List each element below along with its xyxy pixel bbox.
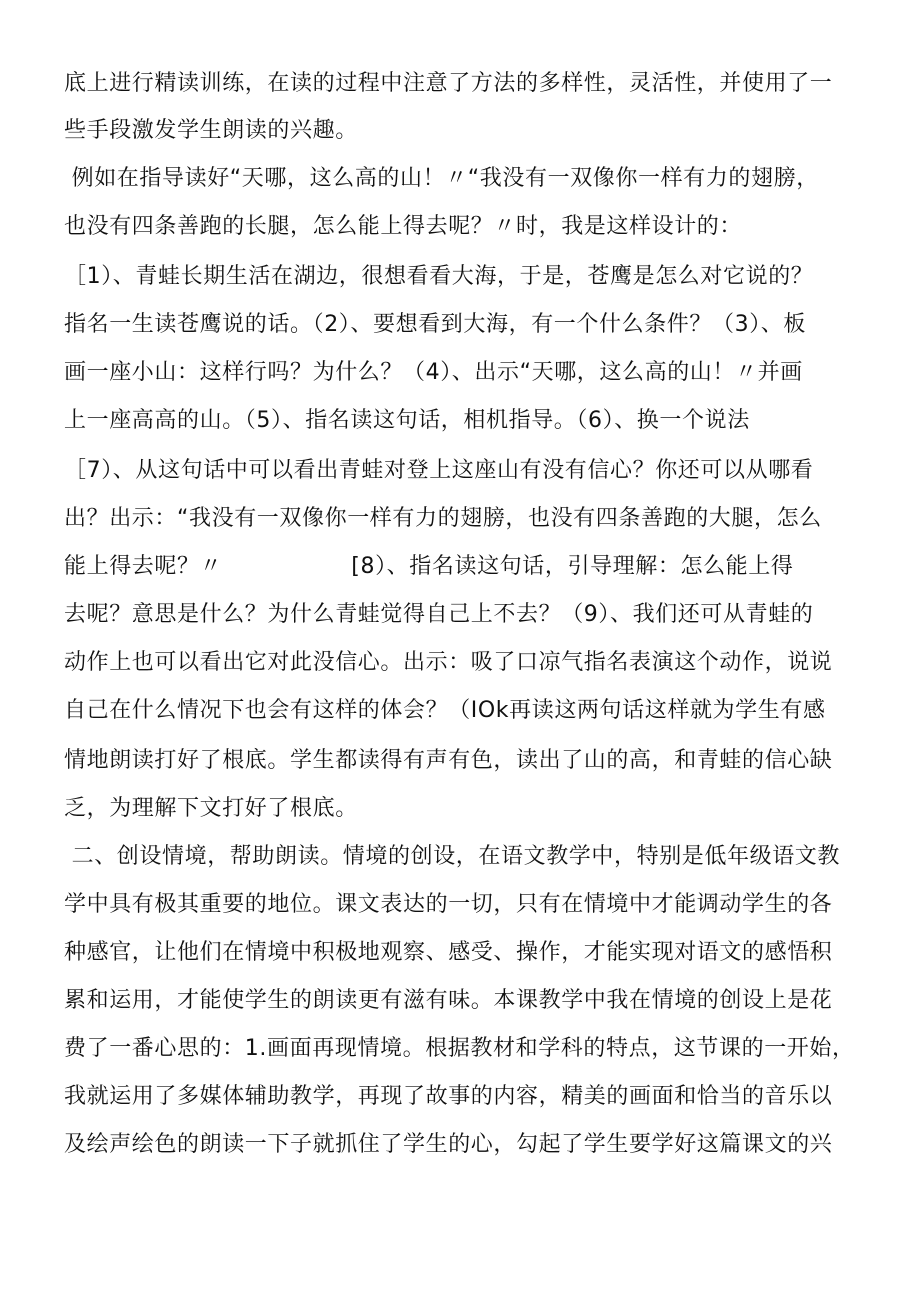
text-line: 情地朗读打好了根底。学生都读得有声有色，读出了山的高，和青蛙的信心缺: [64, 748, 833, 773]
text-line: 动作上也可以看出它对此没信心。出示：吸了口凉气指名表演这个动作，说说: [64, 650, 833, 675]
text-line: 累和运用，才能使学生的朗读更有滋有味。本课教学中我在情境的创设上是花: [64, 988, 833, 1013]
text-line: 出？出示：“我没有一双像你一样有力的翅膀，也没有四条善跑的大腿，怎么: [64, 506, 822, 531]
text-line: 上一座高高的山。（5）、指名读这句话，相机指导。（6）、换一个说法: [64, 408, 750, 433]
text-line: 自己在什么情况下也会有这样的体会？（IOk再读这两句话这样就为学生有感: [64, 698, 826, 723]
text-line: ［7）、从这句话中可以看出青蛙对登上这座山有没有信心？你还可以从哪看: [64, 458, 814, 483]
text-line: 例如在指导读好“天哪，这么高的山！〃“我没有一双像你一样有力的翅膀，: [64, 166, 819, 191]
text-line: 及绘声绘色的朗读一下子就抓住了学生的心，勾起了学生要学好这篇课文的兴: [64, 1132, 833, 1157]
text-line: 指名一生读苍鹰说的话。（2）、要想看到大海，有一个什么条件？（3）、板: [64, 312, 806, 337]
text-line: 去呢？意思是什么？为什么青蛙觉得自己上不去？（9）、我们还可从青蛙的: [64, 602, 814, 627]
text-line: 二、创设情境，帮助朗读。情境的创设，在语文教学中，特别是低年级语文教: [64, 844, 840, 869]
text-line: 画一座小山：这样行吗？为什么？（4）、出示“天哪，这么高的山！〃并画: [64, 360, 803, 385]
text-line: 底上进行精读训练，在读的过程中注意了方法的多样性，灵活性，并使用了一: [64, 71, 833, 96]
text-line: 些手段激发学生朗读的兴趣。: [64, 118, 358, 143]
text-line: 乏，为理解下文打好了根底。: [64, 796, 358, 821]
text-line: 也没有四条善跑的长腿，怎么能上得去呢？〃时，我是这样设计的：: [64, 214, 743, 239]
text-line: 学中具有极其重要的地位。课文表达的一切，只有在情境中才能调动学生的各: [64, 892, 833, 917]
text-line: ［1）、青蛙长期生活在湖边，很想看看大海，于是，苍鹰是怎么对它说的？: [64, 264, 814, 289]
text-line: 费了一番心思的：1.画面再现情境。根据教材和学科的特点，这节课的一开始，: [64, 1036, 855, 1061]
text-line: 我就运用了多媒体辅助教学，再现了故事的内容，精美的画面和恰当的音乐以: [64, 1084, 833, 1109]
text-line: 种感官，让他们在情境中积极地观察、感受、操作，才能实现对语文的感悟积: [64, 940, 833, 965]
text-line: 能上得去呢？〃 [8）、指名读这句话，引导理解：怎么能上得: [64, 554, 794, 579]
